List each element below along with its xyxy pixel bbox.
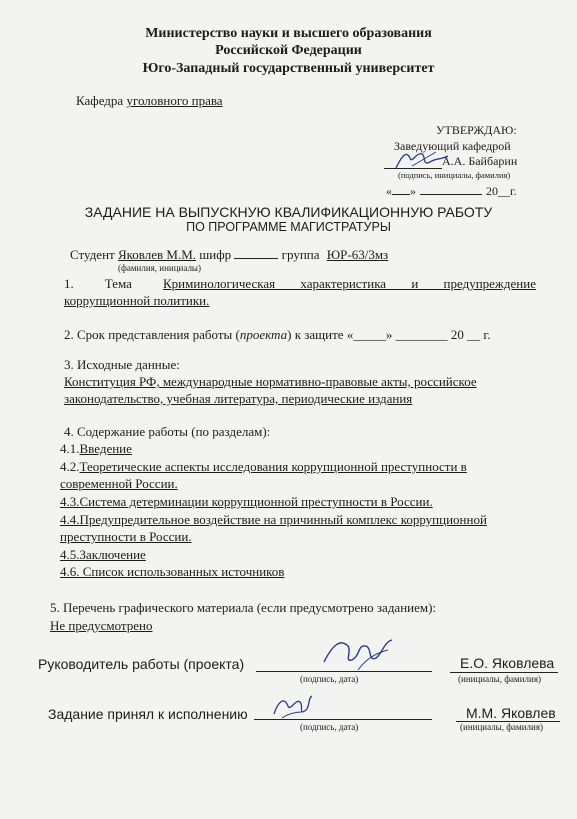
student-signature xyxy=(268,690,314,724)
ministry-line: Министерство науки и высшего образования xyxy=(145,26,432,41)
student-label: Студент xyxy=(70,247,115,262)
department-label: Кафедра xyxy=(76,93,124,108)
contents-item-cont: преступности в России. xyxy=(60,529,192,544)
supervisor-name-line xyxy=(450,672,558,673)
supervisor-name: Е.О. Яковлева xyxy=(460,655,555,671)
contents-heading: 4. Содержание работы (по разделам): xyxy=(64,424,271,439)
approval-title: УТВЕРЖДАЮ: xyxy=(436,123,517,137)
contents-item-cont: современной России. xyxy=(60,476,178,491)
graphics-value: Не предусмотрено xyxy=(50,618,153,633)
topic-line1: Криминологическая характеристика и предупреждение xyxy=(162,276,536,291)
group-value: ЮР-63/3мз xyxy=(326,247,389,262)
accepted-name: М.М. Яковлев xyxy=(466,705,556,721)
contents-item: 4.4.Предупредительное воздействие на причинный комплекс коррупционной xyxy=(60,512,487,527)
accepted-label: Задание принял к исполнению xyxy=(48,706,248,722)
student-name: Яковлев М.М. xyxy=(117,247,197,262)
source-line2: законодательство, учебная литература, периодические издания xyxy=(64,391,413,406)
topic-label: Тема xyxy=(104,276,132,291)
contents-item: 4.2.Теоретические аспекты исследования коррупционной преступности в xyxy=(60,459,467,474)
topic-number: 1. xyxy=(64,276,74,291)
source-line1: Конституция РФ, международные нормативно-правовые акты, российское xyxy=(64,374,477,389)
document-title: ЗАДАНИЕ НА ВЫПУСКНУЮ КВАЛИФИКАЦИОННУЮ РАБОТУ xyxy=(84,204,493,220)
contents-item: 4.6. Список использованных источников xyxy=(60,564,285,579)
source-heading: 3. Исходные данные: xyxy=(64,357,180,372)
approval-date: « » 20__г. xyxy=(386,184,517,198)
cipher-label: шифр xyxy=(199,247,232,262)
supervisor-label: Руководитель работы (проекта) xyxy=(38,656,245,672)
document-subtitle: ПО ПРОГРАММЕ МАГИСТРАТУРЫ xyxy=(186,220,391,234)
supervisor-signature xyxy=(318,632,400,676)
group-label: группа xyxy=(281,247,320,262)
cipher-blank xyxy=(234,258,278,259)
department xyxy=(76,93,223,109)
contents-item: 4.1.Введение xyxy=(60,441,132,456)
university-line: Юго-Западный государственный университет xyxy=(142,61,435,76)
contents-item: 4.5.Заключение xyxy=(60,547,146,562)
federation-line: Российской Федерации xyxy=(215,43,362,58)
topic-line2: коррупционной политики. xyxy=(64,293,210,308)
accepted-sig-caption: (подпись, дата) xyxy=(300,722,359,732)
contents-item: 4.3.Система детерминации коррупционной преступности в России. xyxy=(60,494,433,509)
accepted-name-caption: (инициалы, фамилия) xyxy=(460,722,543,732)
supervisor-name-caption: (инициалы, фамилия) xyxy=(458,674,541,684)
supervisor-sig-caption: (подпись, дата) xyxy=(300,674,359,684)
student-caption: (фамилия, инициалы) xyxy=(118,263,201,273)
student-row xyxy=(70,247,388,263)
approval-name: А.А. Байбарин xyxy=(442,154,518,168)
graphics-heading: 5. Перечень графического материала (если предусмотрено заданием): xyxy=(50,600,437,615)
approval-role: Заведующий кафедрой xyxy=(394,139,511,153)
deadline-row: 2. Срок представления работы (проекта) к защите «_____» ________ 20 __ г. xyxy=(64,327,491,342)
approval-caption: (подпись, инициалы, фамилия) xyxy=(398,170,511,180)
topic-row xyxy=(64,276,536,292)
department-value: уголовного права xyxy=(126,93,223,108)
